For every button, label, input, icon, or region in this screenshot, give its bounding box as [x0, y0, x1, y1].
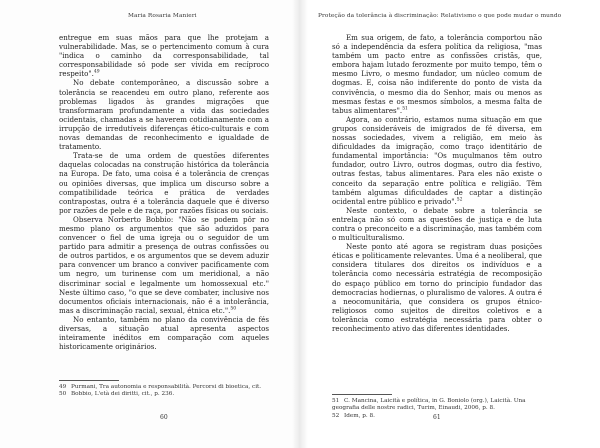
paragraph: No entanto, também no plano da convivência de fés diversas, a situação atual apresenta aspectos inteiramente inéditos em comparação com aqueles historicamente originários.	[59, 314, 269, 352]
footnote-rule	[332, 394, 392, 395]
running-header-left: Maria Rosaria Manieri	[128, 13, 197, 19]
page-number-left: 60	[160, 414, 168, 421]
paragraph: Em sua origem, de fato, a tolerância comportou não só a independência da esfera política da religiosa, "mas também um pacto entre as confissões cristãs, que, embora hajam lutado ferozmente por muito tempo, têm o mesmo Livro, o mesmo fundador, um núcleo comum de dogmas. E, coisa não indiferente do ponto de vista da convivência, o mesmo dia do Senhor, mais ou menos as mesmas festas e os mesmos símbolos, a mesma falta de tabus alimentares".$^{51}$	[332, 33, 542, 115]
running-header-right: Proteção da tolerância à discriminação: Relativismo o que pode mudar o mundo	[318, 13, 562, 19]
paragraph: No debate contemporâneo, a discussão sobre a tolerância se reacendeu em outro plano, referente aos problemas ligados às grandes migrações que transformaram profundamente a vida das sociedades ocidentais, chamadas a se haverem cotidianamente com a irrupção de irredutíveis diferenças ético-culturais e com novas demandas de reconhecimento e igualdade de tratamento.	[59, 78, 269, 152]
page-number-right: 61	[433, 414, 441, 421]
footnote: 50 Bobbio, L'età dei diritti, cit., p. 236.	[59, 391, 175, 398]
paragraph: Observa Norberto Bobbio: "Não se podem pôr no mesmo plano os argumentos que são aduzidos para convencer o fiel de uma igreja ou o seguidor de um partido para admitir a presença de outras confissões ou de outros partidos, e os argumentos que se devem aduzir para convencer um branco a conviver pacificamente com um negro, um turinense com um meridional, a não discriminar social e legalmente um homossexual etc." Neste último caso, "o que se deve combater, inclusive nos documentos oficiais internacionais, não é a intolerância, mas a discriminação racial, sexual, étnica etc.".$^{50}$	[59, 214, 269, 315]
footnote: 49 Purmani, Tra autonomia e responsabilità. Percorsi di bioetica, cit.	[59, 384, 262, 390]
paragraph: Neste ponto até agora se registram duas posições éticas e politicamente relevantes. Uma é a neoliberal, que considera titulares dos direitos os indivíduos e a tolerância como necessária estratégia de recomposição do espaço público em torno do princípio fundador das democracias hodiernas, o pluralismo de valores. A outra é a neocomunitária, que considera os grupos étnico-religiosos como sujeitos de direitos coletivos e a tolerância como estratégia necessária para obter o reconhecimento ativo das diferentes identidades.	[332, 242, 542, 333]
footnotes-left	[59, 384, 271, 399]
paragraph: entregue em suas mãos para que lhe protejam a vulnerabilidade. Mas, se o pertencimento comum à cura "indica o caminho da corresponsabilidade, tal corresponsabilidade só pode ser vivida em recíproco respeito".$^{49}$	[59, 33, 269, 79]
paragraph: Trata-se de uma ordem de questões diferentes daquelas colocadas na construção histórica da tolerância na Europa. De fato, uma coisa é a tolerância de crenças ou opiniões diversas, que implica um discurso sobre a compatibilidade teórica e prática de verdades contrapostas, outra é a tolerância daquele que é diverso por razões de pele e de raça, por razões físicas ou sociais.	[59, 151, 269, 215]
footnote-ref: 50	[230, 306, 237, 312]
footnote-ref: 51	[402, 106, 408, 112]
footnote-ref: 52	[456, 197, 463, 203]
footnote-ref: 49	[93, 70, 100, 76]
body-text-left	[59, 33, 269, 351]
body-text-right	[332, 33, 542, 333]
footnote: 51 C. Mancina, Laicità e política, in G. Boniolo (org.), Laicità. Una geografia delle nostre radici, Turim, Einaudi, 2006, p. 8.	[332, 398, 526, 412]
book-gutter	[292, 0, 308, 448]
footnote-rule	[59, 380, 119, 381]
paragraph: Agora, ao contrário, estamos numa situação em que grupos consideráveis de imigrados de fé diversa, em nossas sociedades, vivem a religião, em meio às dificuldades da imigração, como traço identitário de fundamental importância: "Os muçulmanos têm outro fundador, outro Livro, outros dogmas, outro dia festivo, outras festas, tabus alimentares. Para eles não existe o conceito da separação entre política e religião. Têm também algumas dificuldades de captar a distinção ocidental entre público e privado".$^{52}$	[332, 114, 542, 206]
right-page	[300, 0, 600, 448]
footnote: 52 Idem, p. 8.	[332, 412, 375, 419]
paragraph: Neste contexto, o debate sobre a tolerância se entrelaça não só com as questões de justiça e de luta contra o preconceito e a discriminação, mas também com o multiculturalismo.	[332, 205, 542, 243]
